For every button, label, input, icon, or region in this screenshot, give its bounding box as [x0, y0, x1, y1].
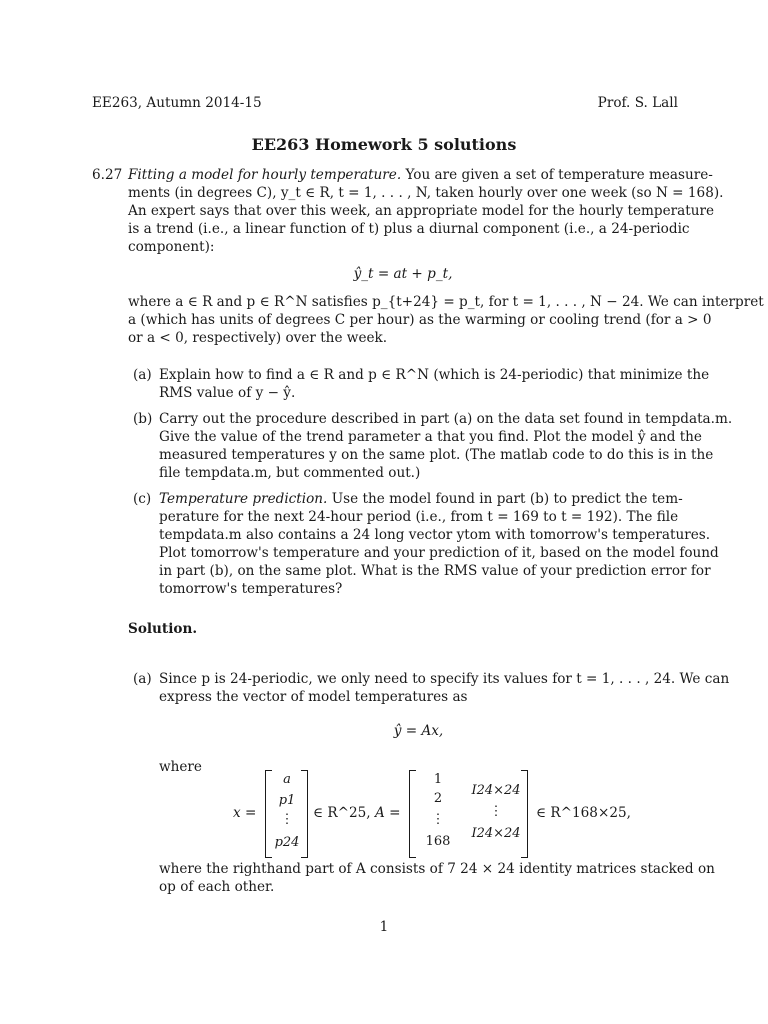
x-right-bracket — [301, 770, 308, 858]
x-entry-p1: p1 — [278, 793, 296, 808]
author-header: Prof. S. Lall — [597, 95, 678, 111]
solution-a-label: (a) — [133, 671, 152, 687]
problem-after-line-2: a (which has units of degrees C per hour) as the warming or cooling trend (for a > 0 — [128, 312, 712, 328]
solution-a-closing-line-2: op of each other. — [159, 879, 275, 895]
where-text: where — [159, 759, 202, 775]
part-c-line-1 — [159, 490, 683, 508]
part-b-line-3: measured temperatures y on the same plot. (The matlab code to do this is in the — [159, 447, 714, 463]
problem-number: 6.27 — [92, 167, 123, 183]
part-c-text: Use the model found in part (b) to predict the tem- — [331, 491, 683, 507]
part-a-label: (a) — [133, 367, 152, 383]
part-b-line-4: file tempdata.m, but commented out.) — [159, 465, 421, 481]
part-b-line-2: Give the value of the trend parameter a that you find. Plot the model ŷ and the — [159, 429, 702, 445]
problem-intro-line-2: ments (in degrees C), y_t ∈ R, t = 1, . . . , N, taken hourly over one week (so N = 168). — [128, 185, 724, 201]
A-col1-2: 2 — [433, 791, 443, 806]
x-entry-dots: ⋮ — [280, 812, 294, 827]
problem-after-line-3: or a < 0, respectively) over the week. — [128, 330, 388, 346]
problem-intro-line-4: is a trend (i.e., a linear function of t) plus a diurnal component (i.e., a 24-periodic — [128, 221, 690, 237]
part-c-title: Temperature prediction. — [159, 491, 328, 507]
problem-intro-line-5: component): — [128, 239, 215, 255]
problem-intro-text: You are given a set of temperature measure- — [405, 167, 713, 183]
yhat-equation: ŷ = Ax, — [393, 723, 444, 739]
x-entry-a: a — [283, 772, 291, 787]
A-label: A = — [375, 805, 401, 821]
problem-title: Fitting a model for hourly temperature. — [128, 167, 402, 183]
part-c-line-6: tomorrow's temperatures? — [159, 581, 343, 597]
part-c-line-4: Plot tomorrow's temperature and your prediction of it, based on the model found — [159, 545, 719, 561]
x-label: x = — [233, 805, 257, 821]
part-a-line-2: RMS value of y − ŷ. — [159, 385, 296, 401]
problem-intro-line-1 — [128, 166, 713, 184]
A-col1-168: 168 — [425, 834, 451, 849]
part-c-label: (c) — [133, 491, 152, 507]
x-space: ∈ R^25, — [313, 805, 371, 821]
part-c-line-5: in part (b), on the same plot. What is the RMS value of your prediction error for — [159, 563, 711, 579]
part-b-line-1: Carry out the procedure described in part (a) on the data set found in tempdata.m. — [159, 411, 733, 427]
solution-a-line-1: Since p is 24-periodic, we only need to specify its values for t = 1, . . . , 24. We can — [159, 671, 730, 687]
A-right-bracket — [521, 770, 528, 858]
solution-a-closing-line-1: where the righthand part of A consists of 7 24 × 24 identity matrices stacked on — [159, 861, 715, 877]
A-col1-dots: ⋮ — [431, 812, 445, 827]
part-c-line-2: perature for the next 24-hour period (i.e., from t = 169 to t = 192). The file — [159, 509, 679, 525]
x-left-bracket — [265, 770, 272, 858]
solution-heading: Solution. — [128, 621, 198, 637]
A-identity-top: I24×24 — [471, 783, 521, 798]
part-b-label: (b) — [133, 411, 153, 427]
A-space: ∈ R^168×25, — [536, 805, 631, 821]
page-title: EE263 Homework 5 solutions — [251, 135, 517, 154]
page-number: 1 — [379, 919, 389, 935]
solution-a-line-2: express the vector of model temperatures as — [159, 689, 468, 705]
problem-after-line-1: where a ∈ R and p ∈ R^N satisfies p_{t+24} = p_t, for t = 1, . . . , N − 24. We can interpret — [128, 294, 764, 310]
A-left-bracket — [409, 770, 416, 858]
A-identity-bottom: I24×24 — [471, 826, 521, 841]
A-col1-1: 1 — [433, 772, 443, 787]
problem-intro-line-3: An expert says that over this week, an appropriate model for the hourly temperature — [128, 203, 714, 219]
model-equation: ŷ_t = at + p_t, — [353, 266, 453, 282]
course-header: EE263, Autumn 2014-15 — [92, 95, 262, 111]
part-a-line-1: Explain how to find a ∈ R and p ∈ R^N (which is 24-periodic) that minimize the — [159, 367, 710, 383]
x-entry-p24: p24 — [274, 835, 300, 850]
part-c-line-3: tempdata.m also contains a 24 long vector ytom with tomorrow's temperatures. — [159, 527, 711, 543]
A-col2-dots: ⋮ — [489, 804, 503, 819]
